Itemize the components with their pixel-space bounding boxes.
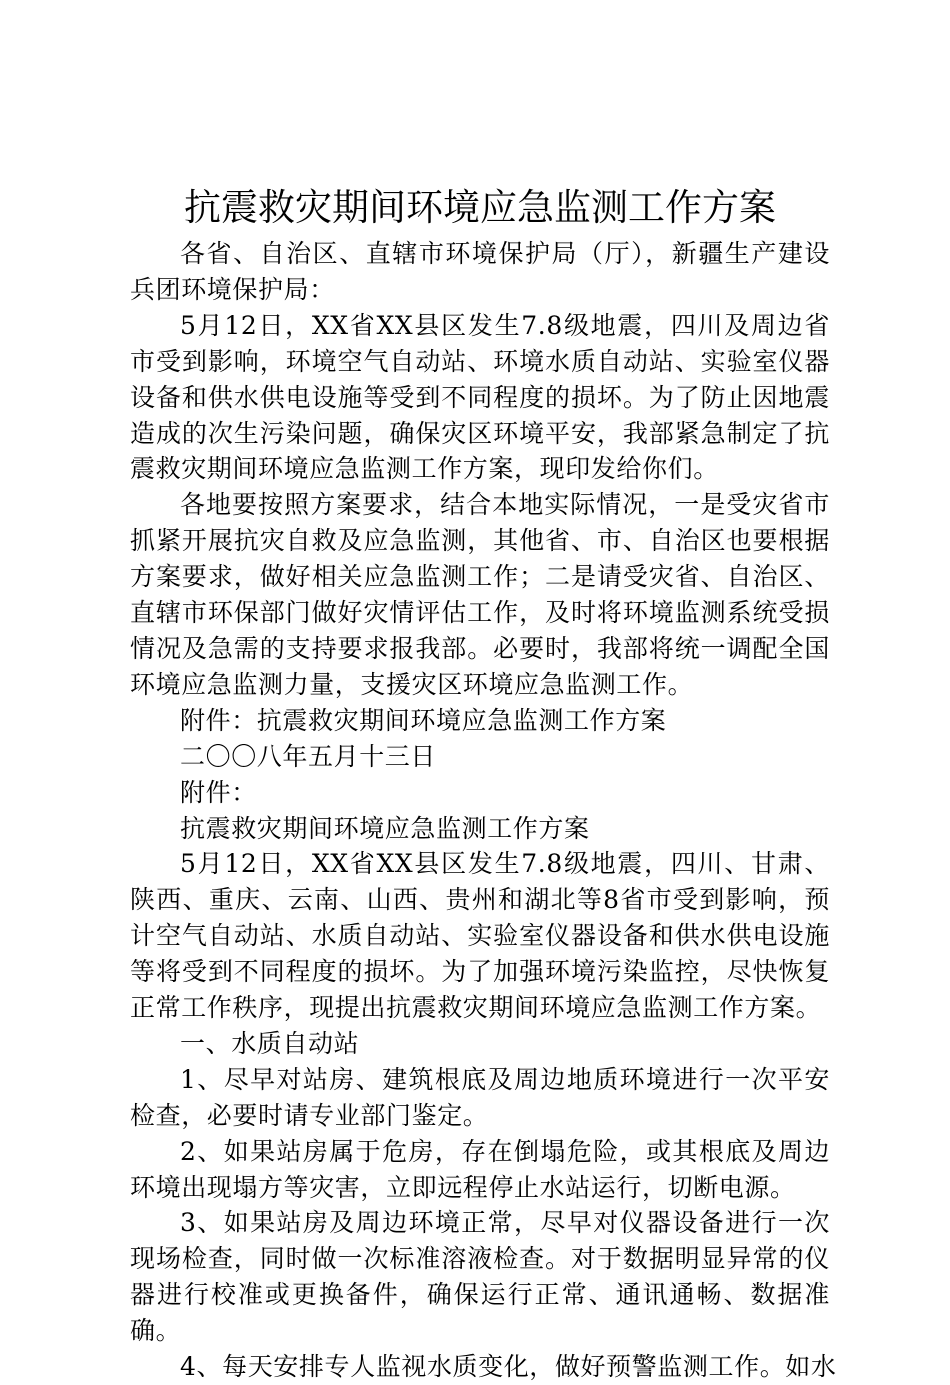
paragraph-plan-intro: 5月12日，XX省XX县区发生7.8级地震，四川、甘肃、陕西、重庆、云南、山西、贵州和湖北等8省市受到影响，预计空气自动站、水质自动站、实验室仪器设备和供水供电设施等将受到不同程度的损坏。为了加强环境污染监控，尽快恢复正常工作秩序，现提出抗震救灾期间环境应急监测工作方案。 [130,849,830,1023]
document-page [130,180,837,1385]
paragraph-requirements: 各地要按照方案要求，结合本地实际情况，一是受灾省市抓紧开展抗灾自救及应急监测，其他省、市、自治区也要根据方案要求，做好相关应急监测工作；二是请受灾省、自治区、直辖市环保部门做好灾情评估工作，及时将环境监测系统受损情况及急需的支持要求报我部。必要时，我部将统一调配全国环境应急监测力量，支援灾区环境应急监测工作。 [130,490,830,699]
paragraph-earthquake-notice: 5月12日，XX省XX县区发生7.8级地震，四川及周边省市受到影响，环境空气自动站、环境水质自动站、实验室仪器设备和供水供电设施等受到不同程度的损坏。为了防止因地震造成的次生污染问题，确保灾区环境平安，我部紧急制定了抗震救灾期间环境应急监测工作方案，现印发给你们。 [130,310,830,484]
attachment-line: 附件：抗震救灾期间环境应急监测工作方案 [180,705,667,735]
document-title: 抗震救灾期间环境应急监测工作方案 [184,186,776,229]
section-heading-water-station: 一、水质自动站 [180,1028,360,1058]
list-item-4: 4、每天安排专人监视水质变化，做好预警监测工作。如水 [180,1352,837,1382]
paragraph-addressees: 各省、自治区、直辖市环境保护局（厅），新疆生产建设兵团环境保护局： [130,239,830,304]
attachment-label: 附件： [180,777,257,807]
document-date: 二〇〇八年五月十三日 [180,741,437,771]
attachment-title: 抗震救灾期间环境应急监测工作方案 [180,813,590,843]
list-item-3: 3、如果站房及周边环境正常，尽早对仪器设备进行一次现场检查，同时做一次标准溶液检查。对于数据明显异常的仪器进行校准或更换备件，确保运行正常、通讯通畅、数据准确。 [130,1208,830,1346]
list-item-2: 2、如果站房属于危房，存在倒塌危险，或其根底及周边环境出现塌方等灾害，立即远程停止水站运行，切断电源。 [130,1136,830,1202]
list-item-1: 1、尽早对站房、建筑根底及周边地质环境进行一次平安检查，必要时请专业部门鉴定。 [130,1064,830,1130]
